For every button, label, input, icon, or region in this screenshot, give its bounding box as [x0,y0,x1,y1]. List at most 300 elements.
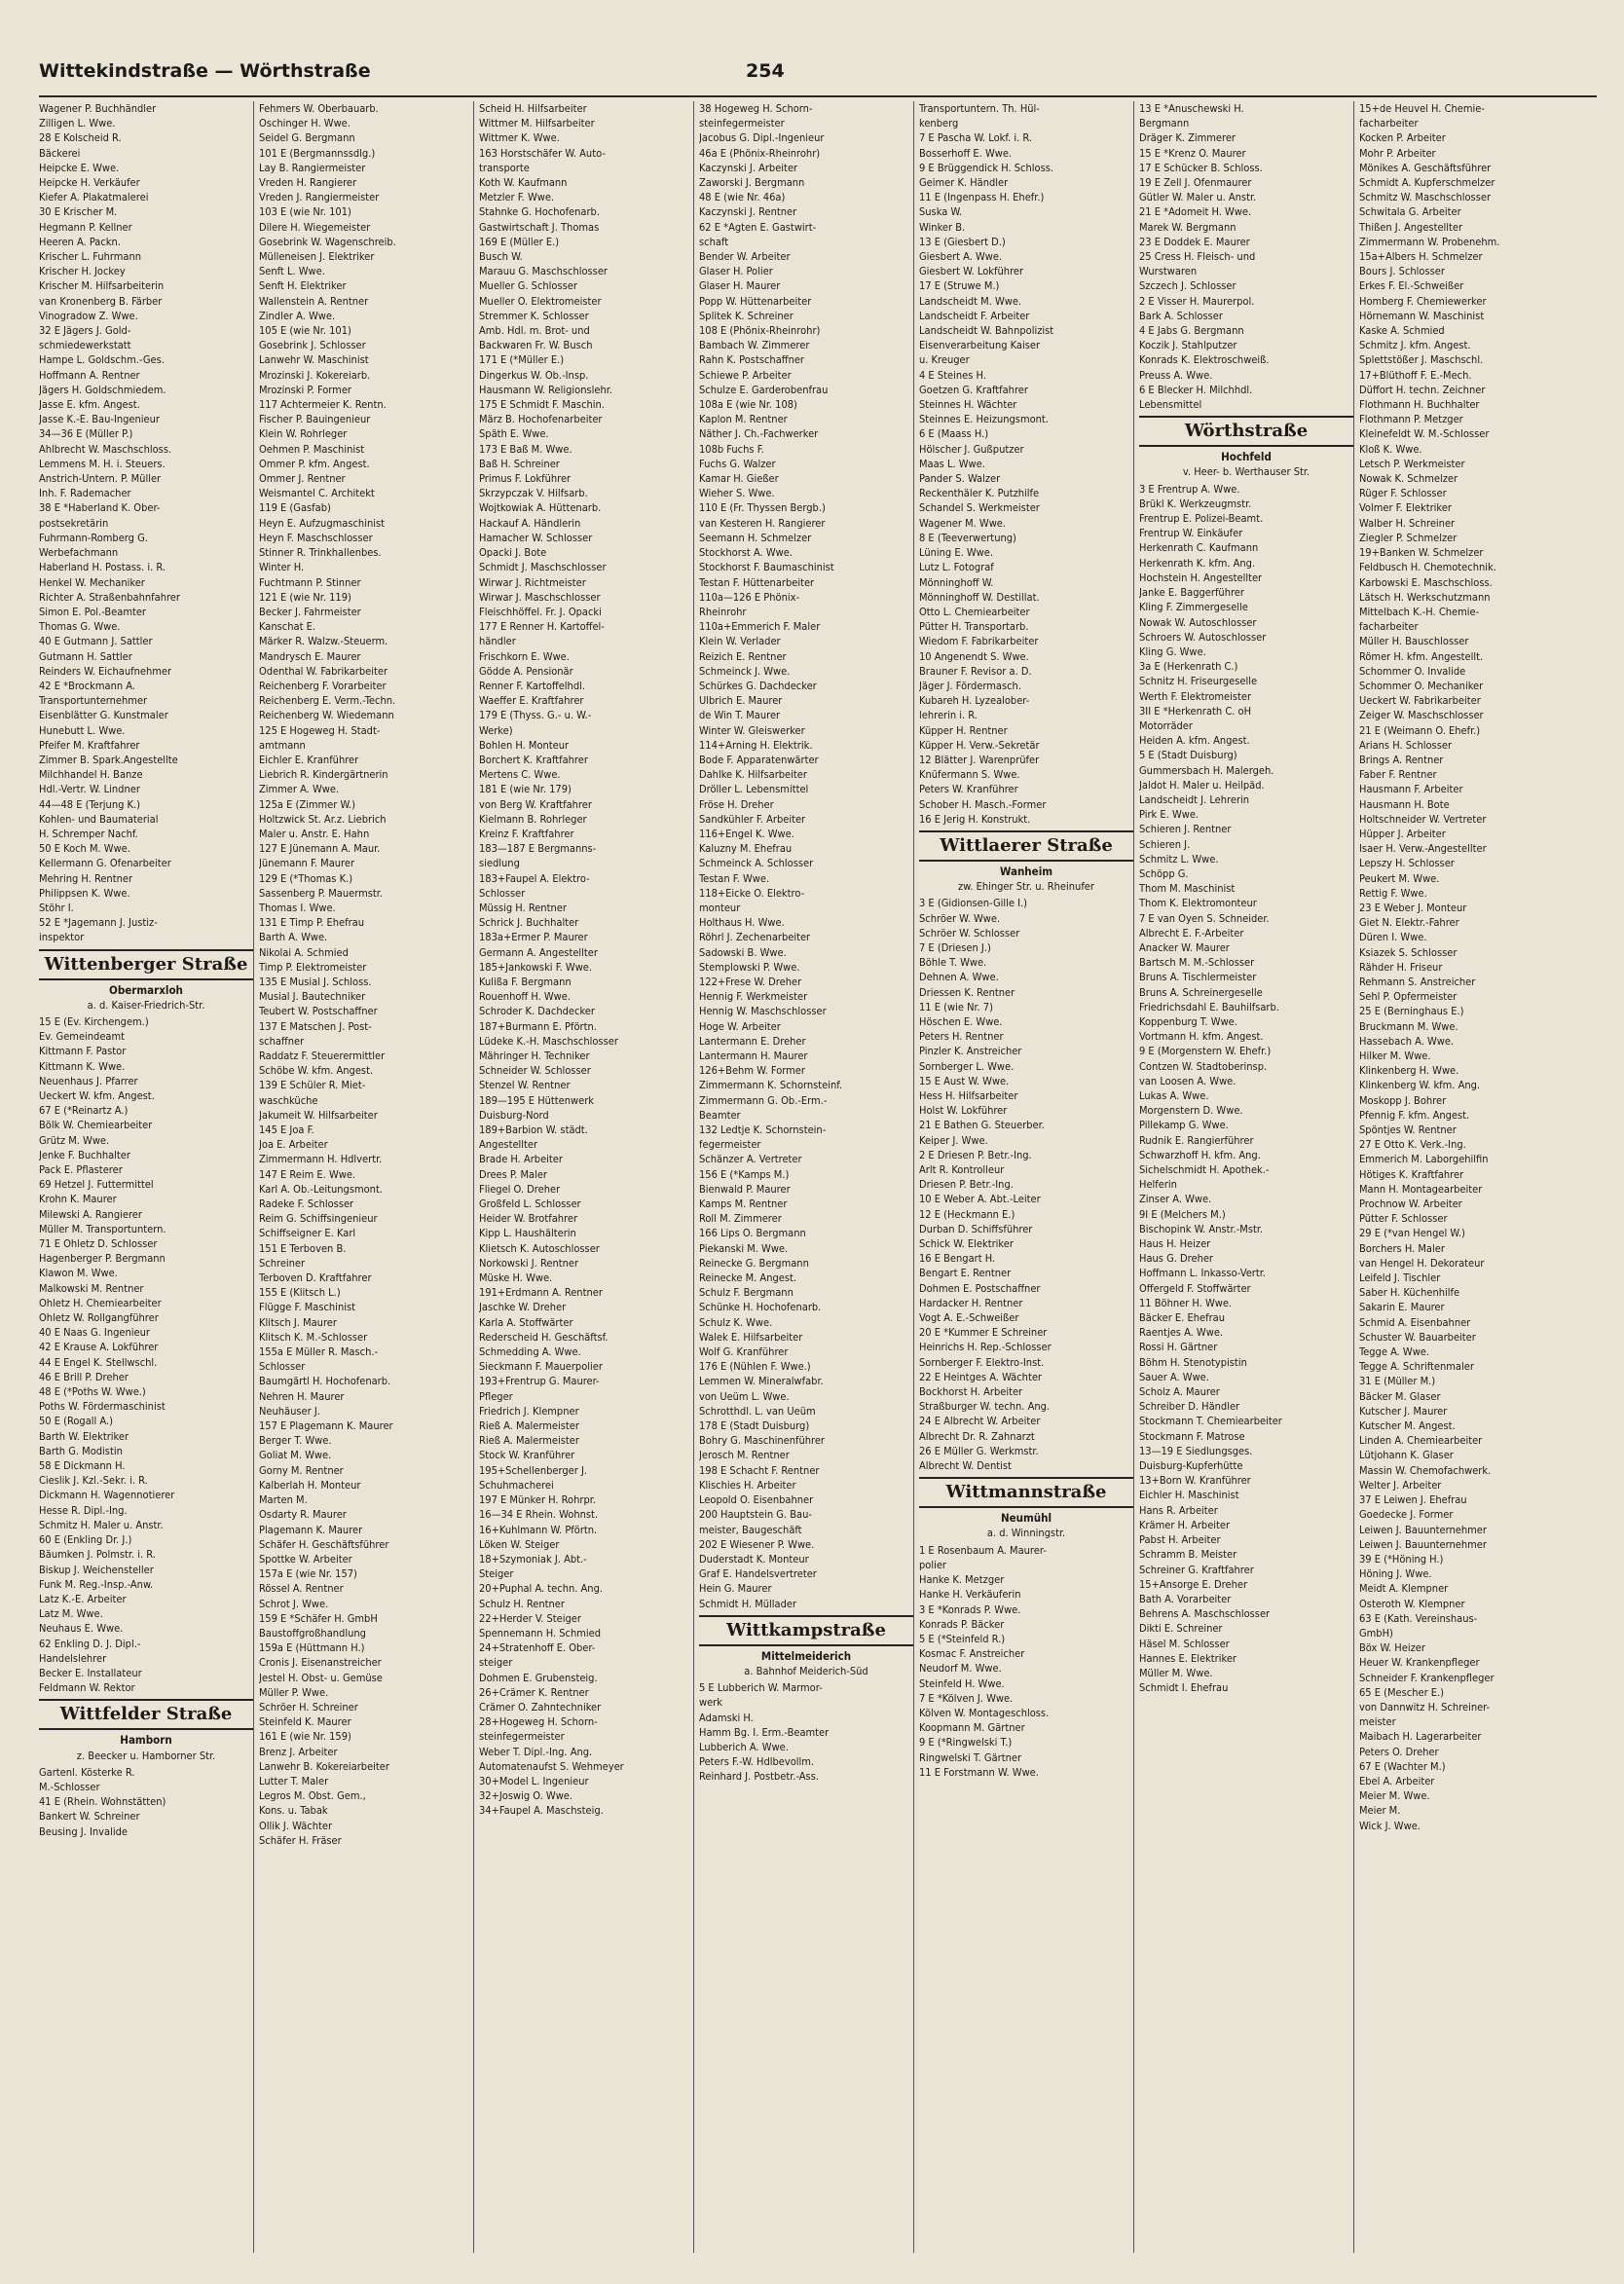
directory-entry: Schuhmacherei [479,1478,554,1492]
directory-entry: Hoffmann A. Rentner [39,368,140,382]
directory-entry: Bours J. Schlosser [1359,265,1445,278]
column-3 [479,101,694,2253]
directory-entry: Fehmers W. Oberbauarb. [259,102,379,115]
directory-entry: 3II E *Herkenrath C. oH [1139,704,1252,718]
directory-entry: Primus F. Lokführer [479,472,572,486]
directory-entry: Giet N. Elektr.-Fahrer [1359,916,1459,930]
directory-entry: M.-Schlosser [39,1780,100,1793]
directory-entry: 159a E (Hüttmann H.) [259,1641,365,1655]
directory-entry: Reinecke M. Angest. [699,1271,797,1285]
directory-entry: Schmedding A. Wwe. [479,1345,581,1359]
directory-entry: Müller M. Transportuntern. [39,1222,166,1235]
directory-entry: Kutscher J. Maurer [1359,1404,1448,1418]
directory-entry: Kielmann B. Rohrleger [479,812,587,826]
directory-entry: Müller P. Wwe. [259,1685,329,1699]
directory-entry: Berger T. Wwe. [259,1434,332,1448]
directory-entry: 166 Lips O. Bergmann [699,1227,806,1240]
directory-entry: Faber F. Rentner [1359,768,1437,782]
directory-entry: Klinkenberg W. kfm. Ang. [1359,1079,1481,1092]
directory-entry: Heyn E. Aufzugmaschinist [259,516,385,530]
directory-entry: Neuhäuser J. [259,1404,320,1418]
directory-entry: meister, Baugeschäft [699,1523,802,1536]
directory-entry: Leopold O. Eisenbahner [699,1493,814,1507]
directory-entry: Gutmann H. Sattler [39,649,132,663]
directory-entry: 129 E (*Thomas K.) [259,871,353,885]
directory-entry: Heuer W. Krankenpfleger [1359,1656,1480,1670]
directory-entry: 159 E *Schäfer H. GmbH [259,1611,378,1625]
directory-entry: Wolf G. Kranführer [699,1345,789,1359]
directory-entry: Wirwar J. Maschschlosser [479,590,601,604]
directory-entry: van Kesteren H. Rangierer [699,516,826,530]
directory-entry: Scholz A. Maurer [1139,1385,1220,1399]
directory-entry: Fischer P. Bauingenieur [259,413,371,426]
directory-entry: Dehnen A. Wwe. [919,971,999,984]
directory-entry: Tegge A. Schriftenmaler [1359,1360,1474,1374]
directory-entry: schaffner [259,1034,305,1048]
directory-entry: Bohry G. Maschinenführer [699,1434,826,1448]
directory-entry: Barth W. Elektriker [39,1429,129,1443]
directory-entry: Biskup J. Weichensteller [39,1563,154,1576]
directory-entry: Kloß K. Wwe. [1359,442,1422,456]
directory-entry: Behrens A. Maschschlosser [1139,1607,1271,1621]
directory-entry: Ommer P. kfm. Angest. [259,457,370,470]
directory-entry: 189—195 E Hüttenwerk [479,1093,595,1107]
directory-entry: Schreiner [259,1256,306,1270]
directory-entry: 50 E Koch M. Wwe. [39,842,130,856]
directory-entry: Norkowski J. Rentner [479,1256,579,1270]
directory-entry: Steinfeld H. Wwe. [919,1676,1005,1690]
directory-entry: Sornberger L. Wwe. [919,1059,1015,1073]
directory-entry: 157a E (wie Nr. 157) [259,1567,357,1581]
directory-entry: Walber H. Schreiner [1359,516,1456,530]
directory-entry: Schiffseigner E. Karl [259,1227,356,1240]
directory-entry: Bergmann [1139,117,1190,130]
directory-entry: Lepszy H. Schlosser [1359,857,1455,870]
directory-entry: Müller M. Wwe. [1139,1666,1213,1679]
directory-entry: Sadowski B. Wwe. [699,945,787,959]
directory-entry: Metzler F. Wwe. [479,191,555,204]
district-name: Neumühl [1000,1511,1052,1526]
directory-entry: Herkenrath K. kfm. Ang. [1139,556,1256,570]
directory-entry: Thißen J. Angestellter [1359,220,1463,234]
directory-entry: Schöpp G. [1139,866,1189,880]
directory-entry: Gosebrink J. Schlosser [259,339,366,352]
directory-entry: Kaczynski J. Arbeiter [699,161,798,174]
directory-entry: Krischer H. Jockey [39,265,126,278]
directory-entry: 127 E Jünemann A. Maur. [259,842,381,856]
directory-entry: Terboven D. Kraftfahrer [259,1271,372,1285]
directory-entry: Schöbe W. kfm. Angest. [259,1064,374,1078]
directory-entry: Welter J. Arbeiter [1359,1478,1442,1492]
directory-entry: 178 E (Stadt Duisburg) [699,1419,810,1433]
directory-entry: 4 E Jabs G. Bergmann [1139,324,1244,338]
directory-entry: 40 E Gutmann J. Sattler [39,635,153,648]
directory-entry: 121 E (wie Nr. 119) [259,590,351,604]
directory-entry: 18+Szymoniak J. Abt.- [479,1552,587,1566]
directory-entry: Meidt A. Klempner [1359,1582,1449,1596]
directory-entry: 17 E (Struwe M.) [919,279,1000,293]
directory-entry: Steinnes H. Wächter [919,398,1017,412]
directory-entry: Rossi H. Gärtner [1139,1341,1218,1354]
directory-entry: 62 E *Agten E. Gastwirt- [699,220,817,234]
directory-entry: Ohletz H. Chemiearbeiter [39,1296,162,1309]
directory-entry: 5 E (Stadt Duisburg) [1139,749,1237,762]
directory-entry: Schommer O. Mechaniker [1359,679,1484,692]
directory-entry: 15 E *Krenz O. Maurer [1139,146,1246,160]
directory-entry: 5 E (*Steinfeld R.) [919,1632,1006,1645]
directory-entry: Bölk W. Chemiearbeiter [39,1119,153,1132]
directory-entry: Schramm B. Meister [1139,1548,1237,1562]
directory-entry: Schmid A. Eisenbahner [1359,1315,1471,1329]
directory-entry: Baustoffgroßhandlung [259,1626,366,1639]
directory-entry: Mueller G. Schlosser [479,279,577,293]
directory-entry: Jacobus G. Dipl.-Ingenieur [699,131,825,145]
directory-entry: Raentjes A. Wwe. [1139,1326,1224,1340]
directory-entry: Böhle T. Wwe. [919,956,987,970]
directory-entry: Giesbert A. Wwe. [919,250,1003,264]
directory-entry: Kling G. Wwe. [1139,645,1206,658]
directory-entry: 189+Barbion W. städt. [479,1124,588,1137]
directory-entry: Brauner F. Revisor a. D. [919,664,1032,678]
directory-entry: 110a+Emmerich F. Maler [699,620,821,634]
directory-entry: Friedrich J. Klempner [479,1404,579,1418]
directory-entry: Schwitala G. Arbeiter [1359,205,1461,219]
directory-entry: Gödde A. Pensionär [479,664,573,678]
directory-entry: Höschen E. Wwe. [919,1014,1003,1028]
directory-entry: Maas L. Wwe. [919,457,985,470]
directory-entry: Landscheidt W. Bahnpolizist [919,324,1054,338]
directory-entry: Ksiazek S. Schlosser [1359,945,1458,959]
directory-entry: Kutscher M. Angest. [1359,1419,1456,1433]
directory-entry: Borchert K. Kraftfahrer [479,753,588,766]
directory-entry: Peters H. Rentner [919,1030,1004,1044]
directory-entry: Rheinrohr [699,605,747,618]
directory-entry: Pinzler K. Anstreicher [919,1045,1022,1058]
directory-entry: Teubert W. Postschaffner [259,1005,378,1018]
directory-entry: Rieß A. Malermeister [479,1419,579,1433]
directory-entry: Karbowski E. Maschschloss. [1359,575,1493,589]
directory-entry: 16 E Jerig H. Konstrukt. [919,812,1031,826]
directory-entry: Mohr P. Arbeiter [1359,146,1436,160]
directory-entry: Joa E. Arbeiter [259,1138,328,1152]
directory-entry: Tegge A. Wwe. [1359,1345,1430,1359]
directory-entry: Bienwald P. Maurer [699,1182,791,1196]
directory-entry: Holthaus H. Wwe. [699,916,785,930]
directory-entry: Ziegler P. Schmelzer [1359,531,1458,544]
directory-entry: 6 E Blecker H. Milchhdl. [1139,383,1253,396]
directory-entry: Lemmens M. H. i. Steuers. [39,457,166,470]
directory-entry: Mähringer H. Techniker [479,1050,590,1062]
directory-entry: 21 E *Adomeit H. Wwe. [1139,205,1252,219]
directory-entry: fegermeister [699,1138,761,1152]
directory-entry: Homberg F. Chemiewerker [1359,294,1487,308]
directory-entry: Gummersbach H. Malergeh. [1139,763,1274,777]
directory-entry: Richter A. Straßenbahnfahrer [39,590,180,604]
directory-entry: Reizich E. Rentner [699,649,787,663]
directory-entry: Otto L. Chemiearbeiter [919,605,1030,618]
directory-entry: Zimmer A. Wwe. [259,783,340,796]
directory-entry: Kellermann G. Ofenarbeiter [39,857,171,870]
directory-entry: 171 E (*Müller E.) [479,353,565,367]
directory-entry: Nikolai A. Schmied [259,945,349,959]
directory-entry: Rudnik E. Rangierführer [1139,1133,1254,1147]
directory-entry: Dikti E. Schreiner [1139,1622,1223,1636]
column-5 [919,101,1134,2253]
directory-entry: Haberland H. Postass. i. R. [39,561,166,574]
directory-entry: Ahlbrecht W. Maschschloss. [39,442,172,456]
directory-entry: Ulbrich E. Maurer [699,694,783,708]
directory-entry: Frentrup W. Einkäufer [1139,527,1243,540]
directory-entry: Schänzer A. Vertreter [699,1153,802,1166]
directory-entry: Stemplowski P. Wwe. [699,960,800,974]
directory-entry: facharbeiter [1359,117,1419,130]
directory-entry: Senft H. Elektriker [259,279,347,293]
directory-entry: 147 E Reim E. Wwe. [259,1167,356,1181]
directory-entry: Keiper J. Wwe. [919,1133,988,1147]
directory-entry: Häsel M. Schlosser [1139,1637,1230,1650]
directory-entry: 3 E Frentrup A. Wwe. [1139,482,1240,496]
directory-entry: 19+Banken W. Schmelzer [1359,546,1484,560]
directory-entry: 26 E Müller G. Werkmstr. [919,1444,1039,1457]
directory-entry: Pütter H. Transportarb. [919,620,1029,634]
directory-entry: Drees P. Maler [479,1167,547,1181]
directory-entry: 11 E (Ingenpass H. Ehefr.) [919,191,1045,204]
directory-entry: 3 E (Gidionsen-Gille I.) [919,897,1028,910]
directory-entry: Zimmermann G. Ob.-Erm.- [699,1093,828,1107]
district-name: Hochfeld [1221,450,1272,464]
directory-entry: von Ueüm L. Wwe. [699,1389,790,1403]
directory-entry: Amb. Hdl. m. Brot- und [479,324,590,338]
directory-entry: Motorräder [1139,718,1193,732]
directory-entry: 3 E *Konrads P. Wwe. [919,1602,1021,1616]
directory-entry: Schulz K. Wwe. [699,1315,773,1329]
directory-entry: 145 E Joa F. [259,1124,314,1137]
directory-entry: Röhrl J. Zechenarbeiter [699,931,811,944]
directory-entry: Flothmann H. Buchhalter [1359,398,1480,412]
directory-entry: 179 E (Thyss. G.- u. W.- [479,709,592,722]
directory-entry: 28+Hogeweg H. Schorn- [479,1715,598,1729]
directory-entry: 200 Hauptstein G. Bau- [699,1508,812,1522]
directory-entry: Eichler E. Kranführer [259,753,359,766]
directory-entry: Ueckert W. Fabrikarbeiter [1359,694,1481,708]
directory-entry: Zimmermann H. Hdlvertr. [259,1153,383,1166]
directory-entry: Mrozinski J. Kokereiarb. [259,368,371,382]
directory-entry: Mrozinski P. Former [259,383,351,396]
directory-entry: 69 Hetzel J. Futtermittel [39,1178,154,1192]
directory-entry: Szczech J. Schlosser [1139,279,1236,293]
street-heading: Wittfelder Straße [39,1699,253,1730]
directory-entry: Stahnke G. Hochofenarb. [479,205,600,219]
directory-entry: 202 E Wiesener P. Wwe. [699,1537,815,1551]
directory-entry: Janke E. Baggerführer [1139,586,1244,600]
directory-entry: Splettstößer J. Maschschl. [1359,353,1484,367]
street-heading: Wittlaerer Straße [919,830,1133,862]
directory-entry: Rössel A. Rentner [259,1582,344,1596]
directory-entry: Automatenaufst S. Wehmeyer [479,1759,624,1773]
directory-entry: Holtschneider W. Vertreter [1359,812,1487,826]
directory-entry: Flothmann P. Metzger [1359,413,1463,426]
directory-entry: 7 E *Kölven J. Wwe. [919,1691,1014,1705]
directory-entry: Giesbert W. Lokführer [919,265,1024,278]
directory-entry: Stockhorst A. Wwe. [699,546,793,560]
directory-entry: 9 E (Morgenstern W. Ehefr.) [1139,1045,1272,1058]
directory-entry: Neudorf M. Wwe. [919,1662,1002,1676]
directory-entry: 151 E Terboven B. [259,1241,347,1255]
directory-entry: Lutz L. Fotograf [919,561,994,574]
directory-entry: Fuhrmann-Romberg G. [39,531,148,544]
directory-entry: Goliat M. Wwe. [259,1449,332,1462]
directory-entry: Reinecke G. Bergmann [699,1256,809,1270]
directory-entry: Hamacher W. Schlosser [479,531,593,544]
directory-entry: 197 E Münker H. Rohrpr. [479,1493,596,1507]
directory-entry: Malkowski M. Rentner [39,1281,144,1295]
directory-entry: 108 E (Phönix-Rheinrohr) [699,324,821,338]
directory-entry: Konrads K. Elektroschweiß. [1139,353,1270,367]
directory-entry: Wagener M. Wwe. [919,516,1007,530]
directory-entry: Schmitz L. Wwe. [1139,852,1219,866]
directory-entry: Zilligen L. Wwe. [39,117,116,130]
directory-entry: 2 E Driesen P. Betr.-Ing. [919,1148,1032,1161]
directory-entry: Osdarty R. Maurer [259,1508,347,1522]
directory-entry: Schiewe P. Arbeiter [699,368,792,382]
directory-entry: Kölven W. Montageschloss. [919,1706,1050,1719]
directory-entry: Handelslehrer [39,1651,107,1665]
directory-entry: Ommer J. Rentner [259,472,346,486]
directory-entry: 6 E (Maass H.) [919,427,989,441]
directory-entry: Opacki J. Bote [479,546,547,560]
directory-entry: Großfeld L. Schlosser [479,1197,581,1211]
directory-entry: Steinnes E. Heizungsmont. [919,413,1049,426]
directory-entry: Osteroth W. Klempner [1359,1597,1465,1610]
directory-entry: Näther J. Ch.-Fachwerker [699,427,819,441]
directory-entry: 30+Model L. Ingenieur [479,1774,589,1787]
directory-entry: Krämer H. Arbeiter [1139,1518,1231,1531]
directory-entry: 8 E (Teeverwertung) [919,531,1016,544]
directory-entry: Henkel W. Mechaniker [39,575,145,589]
directory-entry: 38 Hogeweg H. Schorn- [699,102,813,115]
directory-entry: 126+Behm W. Former [699,1064,805,1078]
directory-entry: Latz K.-E. Arbeiter [39,1592,127,1605]
directory-entry: Klawon M. Wwe. [39,1267,118,1280]
directory-entry: Küpper H. Rentner [919,723,1008,737]
directory-entry: schaft [699,235,729,248]
directory-entry: Werbefachmann [39,546,119,560]
directory-entry: Dingerkus W. Ob.-Insp. [479,368,589,382]
directory-entry: lehrerin i. R. [919,709,978,722]
directory-entry: Hausmann H. Bote [1359,797,1450,811]
directory-entry: Stenzel W. Rentner [479,1079,571,1092]
directory-entry: Hausmann W. Religionslehr. [479,383,612,396]
directory-entry: Lätsch H. Werkschutzmann [1359,590,1491,604]
directory-entry: Wittmer K. Wwe. [479,131,560,145]
directory-entry: Bischopink W. Anstr.-Mstr. [1139,1222,1264,1235]
directory-entry: Koppenburg T. Wwe. [1139,1014,1237,1028]
directory-entry: Legros M. Obst. Gem., [259,1789,366,1803]
directory-entry: Eisenblätter G. Kunstmaler [39,709,168,722]
directory-entry: 46 E Brill P. Dreher [39,1370,129,1383]
directory-entry: Düffort H. techn. Zeichner [1359,383,1486,396]
directory-entry: Hampe L. Goldschm.-Ges. [39,353,165,367]
directory-entry: transporte [479,161,530,174]
directory-entry: Kaske A. Schmied [1359,324,1445,338]
directory-entry: Gütler W. Maler u. Anstr. [1139,191,1257,204]
directory-entry: Cronis J. Eisenanstreicher [259,1656,382,1670]
directory-entry: Vinogradow Z. Wwe. [39,309,138,322]
directory-entry: 132 Ledtje K. Schornstein- [699,1124,827,1137]
directory-entry: Müller H. Bauschlosser [1359,635,1469,648]
directory-entry: Bruckmann M. Wwe. [1359,1019,1458,1033]
directory-entry: Schlosser [479,886,526,900]
directory-entry: Klein W. Rohrleger [259,427,348,441]
directory-entry: 22 E Heintges A. Wächter [919,1370,1042,1383]
directory-entry: Winter H. [259,561,305,574]
directory-entry: Marek W. Bergmann [1139,220,1236,234]
directory-entry: Schrot J. Wwe. [259,1597,329,1610]
directory-entry: Stöhr I. [39,901,74,914]
directory-entry: Funk M. Reg.-Insp.-Anw. [39,1577,154,1591]
directory-entry: Hölscher J. Gußputzer [919,442,1024,456]
directory-entry: 20 E *Kummer E Schreiner [919,1326,1048,1340]
directory-entry: 44—48 E (Terjung K.) [39,797,141,811]
directory-entry: Schieren J. Rentner [1139,823,1232,836]
directory-entry: Schuster W. Bauarbeiter [1359,1330,1476,1344]
directory-entry: Schmeinck A. Schlosser [699,857,814,870]
directory-entry: Schmitz H. Maler u. Anstr. [39,1518,164,1531]
directory-entry: Anstrich-Untern. P. Müller [39,472,162,486]
directory-entry: Fleischhöffel. Fr. J. Opacki [479,605,602,618]
directory-entry: Späth E. Wwe. [479,427,549,441]
directory-entry: Mueller O. Elektromeister [479,294,602,308]
directory-entry: 38 E *Haberland K. Ober- [39,501,161,515]
directory-entry: Landscheidt J. Lehrerin [1139,792,1250,806]
directory-entry: 137 E Matschen J. Post- [259,1019,372,1033]
directory-entry: Kamps M. Rentner [699,1197,788,1211]
directory-entry: Fuchs G. Walzer [699,457,776,470]
directory-entry: Kittmann F. Pastor [39,1045,127,1058]
directory-entry: 122+Frese W. Dreher [699,975,802,988]
directory-entry: Karl A. Ob.-Leitungsmont. [259,1182,383,1196]
directory-entry: Zimmermann K. Schornsteinf. [699,1079,843,1092]
directory-entry: Kamar H. Gießer [699,472,779,486]
directory-entry: Heider W. Brotfahrer [479,1212,578,1226]
directory-entry: Schröer H. Schreiner [259,1700,358,1713]
directory-entry: Schreiber D. Händler [1139,1400,1240,1414]
directory-entry: 48 E (wie Nr. 46a) [699,191,786,204]
directory-entry: Contzen W. Stadtoberinsp. [1139,1059,1268,1073]
directory-entry: Stremmer K. Schlosser [479,309,589,322]
directory-entry: Schrick J. Buchhalter [479,916,579,930]
directory-entry: Höning J. Wwe. [1359,1567,1432,1581]
directory-entry: 48 E (*Poths W. Wwe.) [39,1385,146,1399]
directory-entry: Schulz F. Bergmann [699,1286,794,1300]
directory-entry: Nehren H. Maurer [259,1389,345,1403]
directory-entry: Karla A. Stoffwärter [479,1315,573,1329]
directory-entry: Heyn F. Maschschlosser [259,531,373,544]
directory-entry: Dilere H. Wiegemeister [259,220,371,234]
directory-entry: Wiedom F. Fabrikarbeiter [919,635,1039,648]
directory-entry: Splitek K. Schreiner [699,309,794,322]
directory-entry: 169 E (Müller E.) [479,235,560,248]
column-6 [1139,101,1354,2253]
directory-entry: Thom K. Elektromonteur [1139,897,1257,910]
directory-entry: 27 E Otto K. Verk.-Ing. [1359,1138,1466,1152]
column-2 [259,101,474,2253]
directory-entry: 63 E (Kath. Vereinshaus- [1359,1611,1478,1625]
directory-entry: Sassenberg P. Mauermstr. [259,886,383,900]
street-heading: Wörthstraße [1139,416,1353,447]
directory-entry: Klitsch K. M.-Schlosser [259,1330,368,1344]
directory-entry: 110a—126 E Phönix- [699,590,800,604]
